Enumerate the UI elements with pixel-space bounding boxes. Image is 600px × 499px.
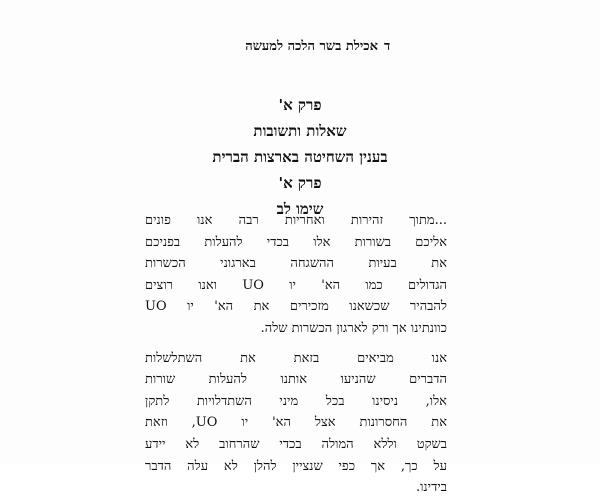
- text-line: אליכם בשורות אלו בכדי להעלות בפניכם: [145, 234, 447, 250]
- text-line: בידינו.: [415, 480, 447, 496]
- text-line: כוונתינו אך ורק לארגון הכשרות שלה.: [260, 320, 447, 336]
- page-number: ד: [384, 39, 391, 54]
- text-line: אנו מביאים בזאת את השתלשלות: [145, 350, 447, 366]
- text-line: הדברים שהניעו אותנו להעלות שורות: [145, 372, 447, 388]
- text-line: הגדולים כמו הא' יו UO ואנו רוצים: [145, 277, 448, 293]
- chapter-headings: [120, 92, 480, 222]
- running-title: אכילת בשר הלכה למעשה: [245, 39, 378, 54]
- running-header: [0, 38, 600, 58]
- section-subtitle: בענין השחיטה בארצות הברית: [212, 148, 388, 166]
- text-line: להבהיר שכשאנו מזכירים את הא' יו UO: [145, 299, 447, 315]
- paragraph: [145, 348, 447, 499]
- text-line: אלו, ניסינו בכל מיני השתדלויות לתקן: [145, 393, 447, 409]
- section-title: שאלות ותשובות: [253, 122, 347, 140]
- text-line: את החסרונות אצל הא' יו UO, וזאת: [145, 415, 447, 431]
- text-line: ...מתוך זהירות ואחריות רבה אנו פונים: [145, 213, 447, 228]
- paragraph: [145, 210, 447, 340]
- text-line: בשקט וללא המולה בכדי שהרחוב לא יידע: [145, 436, 447, 452]
- text-line: על כך, אך כפי שנציין להלן לא עלה הדבר: [145, 458, 447, 474]
- paragraph-gap: [145, 340, 447, 348]
- notice-heading: שימו לב: [276, 200, 324, 218]
- chapter-heading: פרק א': [278, 96, 322, 114]
- chapter-heading-repeat: פרק א': [278, 174, 322, 192]
- body-text: [145, 210, 447, 499]
- text-line: את בעיות ההשגחה בארגוני הכשרות: [145, 256, 447, 272]
